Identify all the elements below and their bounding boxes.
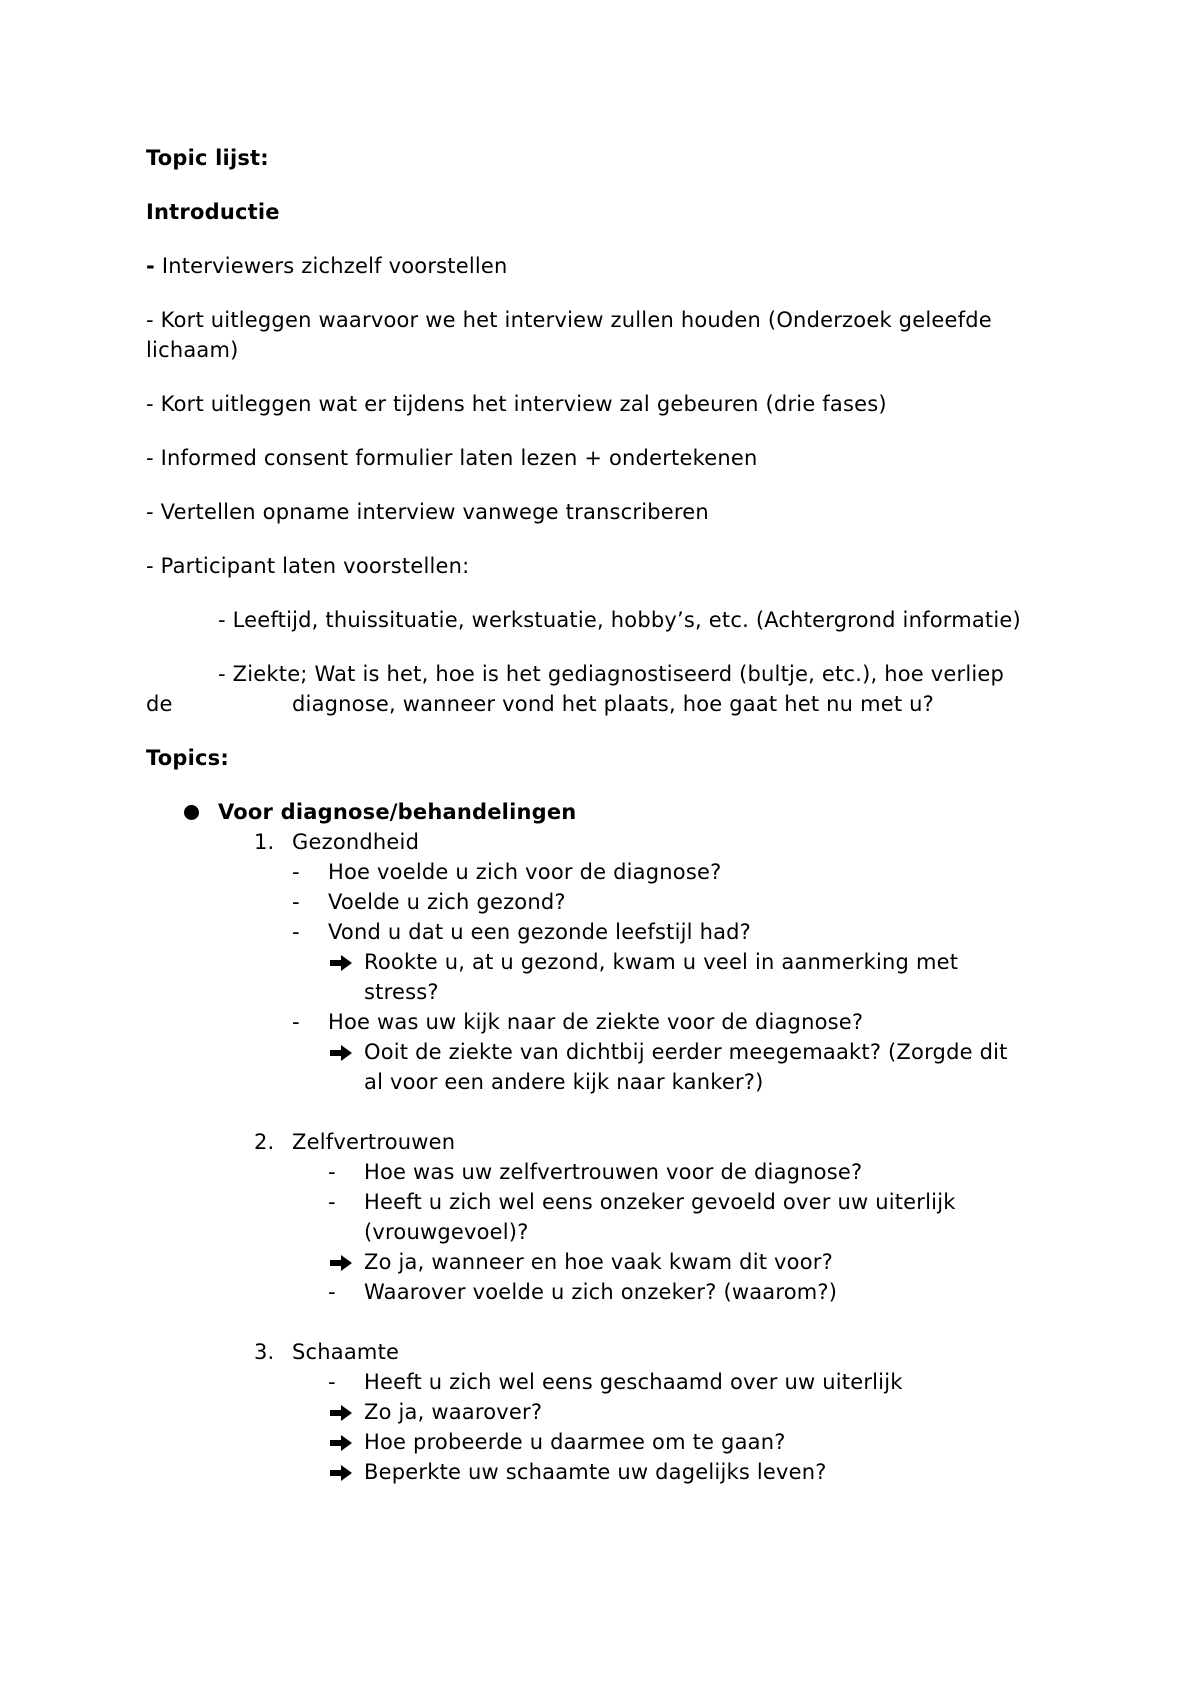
intro-title: Introductie <box>146 200 280 224</box>
arrow-right-icon <box>330 1045 352 1061</box>
intro-subitem-1: - Leeftijd, thuissituatie, werkstuatie, hobby’s, etc. (Achtergrond informatie) <box>218 608 1021 632</box>
dash-marker: - <box>328 1190 336 1214</box>
question: Voelde u zich gezond? <box>328 890 566 914</box>
dash-marker: - <box>328 1280 336 1304</box>
arrow-right-icon <box>330 955 352 971</box>
question: Hoe voelde u zich voor de diagnose? <box>328 860 722 884</box>
follow-up: Zo ja, wanneer en hoe vaak kwam dit voor? <box>364 1250 833 1274</box>
follow-up-cont: al voor een andere kijk naar kanker?) <box>364 1070 764 1094</box>
intro-subitem-2: - Ziekte; Wat is het, hoe is het gediagnostiseerd (bultje, etc.), hoe verliep <box>218 662 1005 686</box>
section-title: Zelfvertrouwen <box>292 1130 456 1154</box>
topics-title: Topics: <box>146 746 229 770</box>
intro-item-4: - Informed consent formulier laten lezen + ondertekenen <box>146 446 758 470</box>
follow-up-cont: stress? <box>364 980 439 1004</box>
arrow-right-icon <box>330 1465 352 1481</box>
section-number: 2. <box>254 1130 275 1154</box>
section-title: Gezondheid <box>292 830 420 854</box>
section-title: Schaamte <box>292 1340 400 1364</box>
question: Heeft u zich wel eens geschaamd over uw uiterlijk <box>364 1370 903 1394</box>
intro-item-5: - Vertellen opname interview vanwege transcriberen <box>146 500 709 524</box>
intro-subitem-2-cont-b: diagnose, wanneer vond het plaats, hoe gaat het nu met u? <box>292 692 935 716</box>
question: Heeft u zich wel eens onzeker gevoeld over uw uiterlijk <box>364 1190 956 1214</box>
dash-marker: - <box>328 1370 336 1394</box>
question: Vond u dat u een gezonde leefstijl had? <box>328 920 752 944</box>
intro-item-2-cont: lichaam) <box>146 338 239 362</box>
arrow-right-icon <box>330 1435 352 1451</box>
page-title: Topic lijst: <box>146 146 269 170</box>
follow-up: Rookte u, at u gezond, kwam u veel in aanmerking met <box>364 950 959 974</box>
follow-up: Zo ja, waarover? <box>364 1400 543 1424</box>
question-cont: (vrouwgevoel)? <box>364 1220 529 1244</box>
section-number: 1. <box>254 830 275 854</box>
dash-marker: - <box>328 1160 336 1184</box>
dash-marker: - <box>292 890 300 914</box>
intro-item-2: - Kort uitleggen waarvoor we het interview zullen houden (Onderzoek geleefde <box>146 308 992 332</box>
dash-marker: - <box>292 920 300 944</box>
question: Hoe was uw kijk naar de ziekte voor de diagnose? <box>328 1010 864 1034</box>
intro-item-1: - Interviewers zichzelf voorstellen <box>146 254 508 278</box>
follow-up: Hoe probeerde u daarmee om te gaan? <box>364 1430 786 1454</box>
question: Hoe was uw zelfvertrouwen voor de diagnose? <box>364 1160 863 1184</box>
follow-up: Ooit de ziekte van dichtbij eerder meegemaakt? (Zorgde dit <box>364 1040 1008 1064</box>
dash-marker: - <box>146 254 155 278</box>
intro-subitem-2-cont-a: de <box>146 692 173 716</box>
dash-marker: - <box>292 860 300 884</box>
topics-bullet: Voor diagnose/behandelingen <box>218 800 577 824</box>
section-number: 3. <box>254 1340 275 1364</box>
question: Waarover voelde u zich onzeker? (waarom?) <box>364 1280 838 1304</box>
intro-item-3: - Kort uitleggen wat er tijdens het interview zal gebeuren (drie fases) <box>146 392 887 416</box>
arrow-right-icon <box>330 1255 352 1271</box>
follow-up: Beperkte uw schaamte uw dagelijks leven? <box>364 1460 827 1484</box>
intro-item-6: - Participant laten voorstellen: <box>146 554 470 578</box>
bullet-dot-icon <box>184 805 199 820</box>
dash-marker: - <box>292 1010 300 1034</box>
arrow-right-icon <box>330 1405 352 1421</box>
